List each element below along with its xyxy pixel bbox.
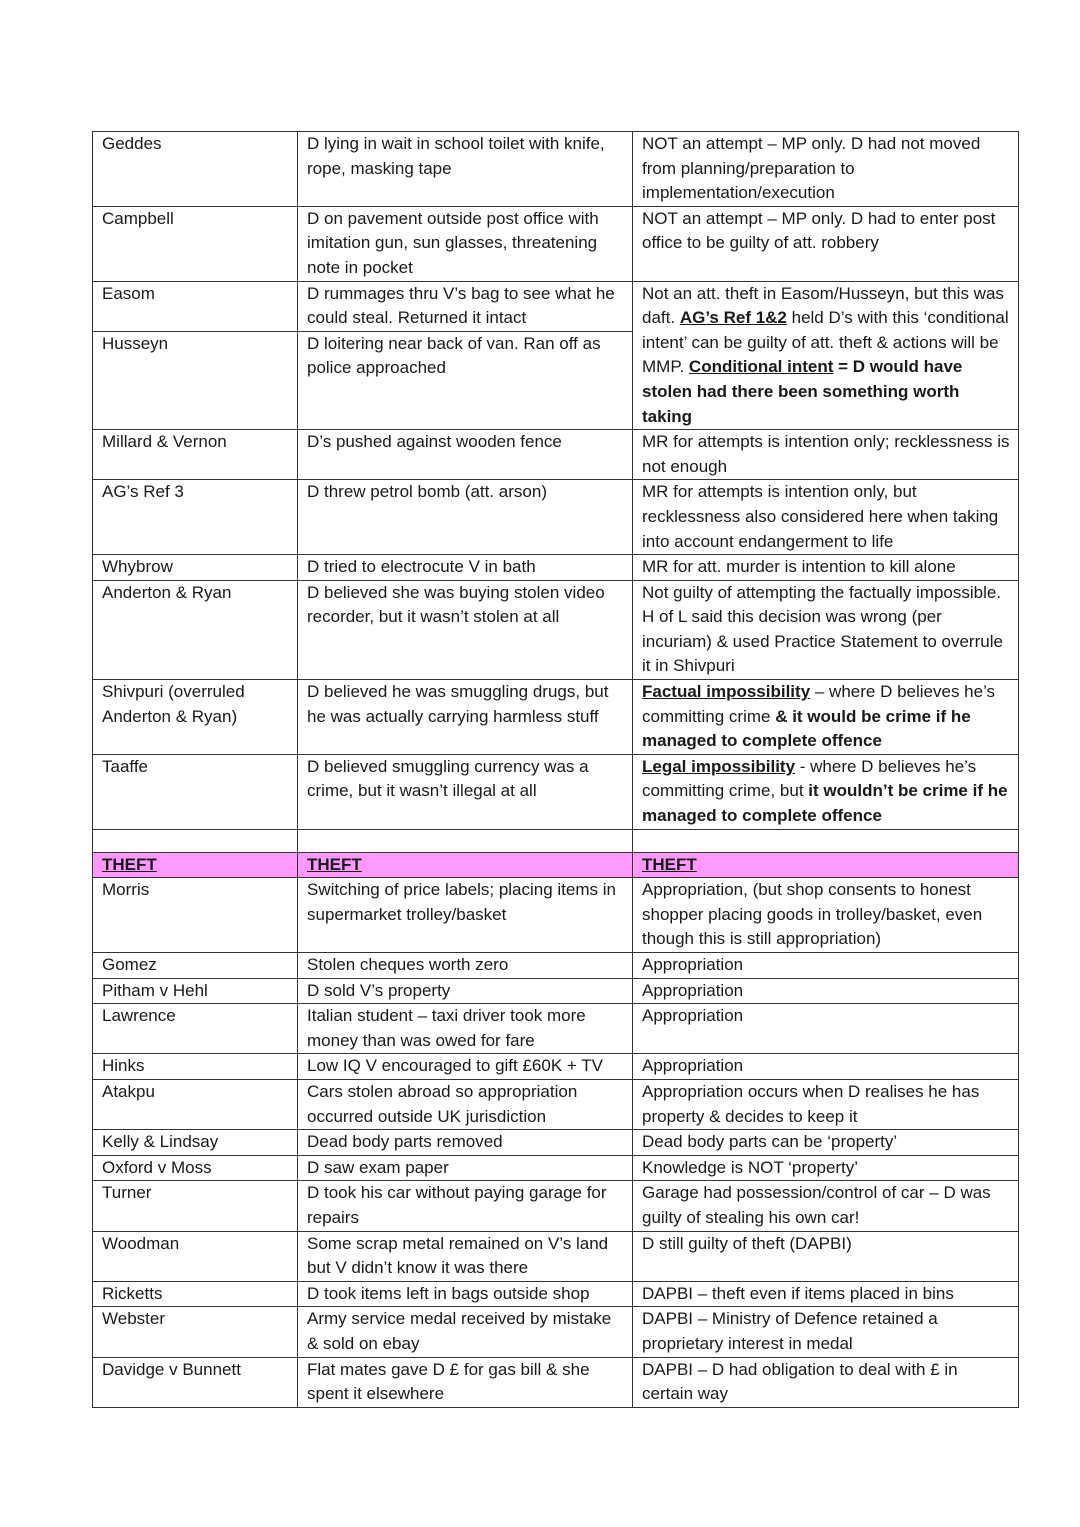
table-row [93,978,1019,1004]
table-row [93,132,1019,207]
case-principle: NOT an attempt – MP only. D had to enter post office to be guilty of att. robbery [633,206,1019,281]
principle-text: held D’s with this ‘conditional intent’ can be guilty of att. theft & actions will be MMP. [642,308,1009,377]
blank-cell [93,829,298,852]
case-principle: MR for attempts is intention only; recklessness is not enough [633,430,1019,480]
blank-cell [298,829,633,852]
case-principle: Knowledge is NOT ‘property’ [633,1155,1019,1181]
case-principle: Appropriation [633,978,1019,1004]
case-facts: D lying in wait in school toilet with knife, rope, masking tape [298,132,633,207]
table-row [93,680,1019,755]
case-facts: D threw petrol bomb (att. arson) [298,480,633,555]
section-title: THEFT [633,852,1019,878]
blank-row [93,829,1019,852]
case-principle [633,754,1019,829]
principle-text: - where D believes he’s committing crime, but [642,756,977,801]
case-name: AG’s Ref 3 [93,480,298,555]
case-facts: D believed she was buying stolen video recorder, but it wasn’t stolen at all [298,580,633,679]
case-facts: Low IQ V encouraged to gift £60K + TV [298,1054,633,1080]
table-row [93,1079,1019,1129]
case-name: Lawrence [93,1004,298,1054]
table-row [93,430,1019,480]
key-term: Factual impossibility [642,682,811,702]
case-name: Hinks [93,1054,298,1080]
case-principle: DAPBI – theft even if items placed in bins [633,1281,1019,1307]
case-facts: D saw exam paper [298,1155,633,1181]
case-name: Husseyn [93,331,298,429]
table-row [93,1004,1019,1054]
case-facts: D sold V’s property [298,978,633,1004]
case-principle: DAPBI – D had obligation to deal with £ in certain way [633,1357,1019,1407]
case-facts: D took items left in bags outside shop [298,1281,633,1307]
case-name: Davidge v Bunnett [93,1357,298,1407]
case-name: Woodman [93,1231,298,1281]
case-facts: D believed smuggling currency was a crime, but it wasn’t illegal at all [298,754,633,829]
case-principle: Not guilty of attempting the factually impossible. H of L said this decision was wrong (per incuriam) & used Practice Statement to overrule it in Shivpuri [633,580,1019,679]
case-name: Gomez [93,953,298,979]
case-facts: D’s pushed against wooden fence [298,430,633,480]
table-row [93,1281,1019,1307]
table-row [93,480,1019,555]
case-principle: Appropriation occurs when D realises he has property & decides to keep it [633,1079,1019,1129]
case-name: Ricketts [93,1281,298,1307]
table-row [93,206,1019,281]
case-principle: Appropriation [633,953,1019,979]
key-definition: = D would have stolen had there been something worth taking [642,357,963,426]
case-principle [633,680,1019,755]
case-principle [633,281,1019,430]
case-principle: MR for att. murder is intention to kill alone [633,555,1019,581]
case-facts: Some scrap metal remained on V’s land but V didn’t know it was there [298,1231,633,1281]
case-facts: Flat mates gave D £ for gas bill & she spent it elsewhere [298,1357,633,1407]
case-facts: Stolen cheques worth zero [298,953,633,979]
table-row [93,1130,1019,1156]
table-row [93,953,1019,979]
case-reference: AG’s Ref 1&2 [679,308,787,328]
case-facts: Army service medal received by mistake & sold on ebay [298,1307,633,1357]
case-facts: D on pavement outside post office with imitation gun, sun glasses, threatening note in pocket [298,206,633,281]
key-definition: it wouldn’t be crime if he managed to complete offence [642,781,1008,826]
case-facts: Switching of price labels; placing items in supermarket trolley/basket [298,878,633,953]
case-principle: Garage had possession/control of car – D was guilty of stealing his own car! [633,1181,1019,1231]
case-name: Turner [93,1181,298,1231]
case-principle: DAPBI – Ministry of Defence retained a proprietary interest in medal [633,1307,1019,1357]
table-row [93,281,1019,331]
case-principle: Dead body parts can be ‘property’ [633,1130,1019,1156]
case-notes-table [92,131,1019,1408]
case-name: Millard & Vernon [93,430,298,480]
case-principle: Appropriation [633,1054,1019,1080]
case-name: Shivpuri (overruled Anderton & Ryan) [93,680,298,755]
case-facts: Dead body parts removed [298,1130,633,1156]
case-principle: NOT an attempt – MP only. D had not moved from planning/preparation to implementation/execution [633,132,1019,207]
case-name: Pitham v Hehl [93,978,298,1004]
case-name: Morris [93,878,298,953]
table-row [93,1155,1019,1181]
case-principle: Appropriation, (but shop consents to honest shopper placing goods in trolley/basket, even though this is still appropriation) [633,878,1019,953]
principle-text: Not an att. theft in Easom/Husseyn, but this was daft. [642,283,1004,328]
key-definition: & it would be crime if he managed to complete offence [642,706,971,751]
principle-text: – where D believes he’s committing crime [642,682,996,726]
case-principle: D still guilty of theft (DAPBI) [633,1231,1019,1281]
table-row [93,1307,1019,1357]
section-header-theft [93,852,1019,878]
case-facts: Italian student – taxi driver took more money than was owed for fare [298,1004,633,1054]
case-facts: D believed he was smuggling drugs, but he was actually carrying harmless stuff [298,680,633,755]
table-row [93,1181,1019,1231]
section-title: THEFT [298,852,633,878]
case-name: Campbell [93,206,298,281]
case-facts: Cars stolen abroad so appropriation occurred outside UK jurisdiction [298,1079,633,1129]
case-name: Atakpu [93,1079,298,1129]
case-facts: D took his car without paying garage for repairs [298,1181,633,1231]
table-row [93,1054,1019,1080]
case-name: Easom [93,281,298,331]
case-facts: D loitering near back of van. Ran off as police approached [298,331,633,429]
table-row [93,1357,1019,1407]
case-name: Webster [93,1307,298,1357]
table-row [93,754,1019,829]
case-facts: D rummages thru V’s bag to see what he could steal. Returned it intact [298,281,633,331]
case-name: Taaffe [93,754,298,829]
key-term: Conditional intent [688,357,834,377]
table-row [93,555,1019,581]
table-row [93,878,1019,953]
key-term: Legal impossibility [642,756,796,776]
case-name: Anderton & Ryan [93,580,298,679]
case-principle: Appropriation [633,1004,1019,1054]
blank-cell [633,829,1019,852]
table-row [93,1231,1019,1281]
case-facts: D tried to electrocute V in bath [298,555,633,581]
case-name: Kelly & Lindsay [93,1130,298,1156]
section-title: THEFT [93,852,298,878]
case-name: Geddes [93,132,298,207]
case-name: Whybrow [93,555,298,581]
case-principle: MR for attempts is intention only, but recklessness also considered here when taking into account endangerment to life [633,480,1019,555]
table-row [93,580,1019,679]
case-name: Oxford v Moss [93,1155,298,1181]
